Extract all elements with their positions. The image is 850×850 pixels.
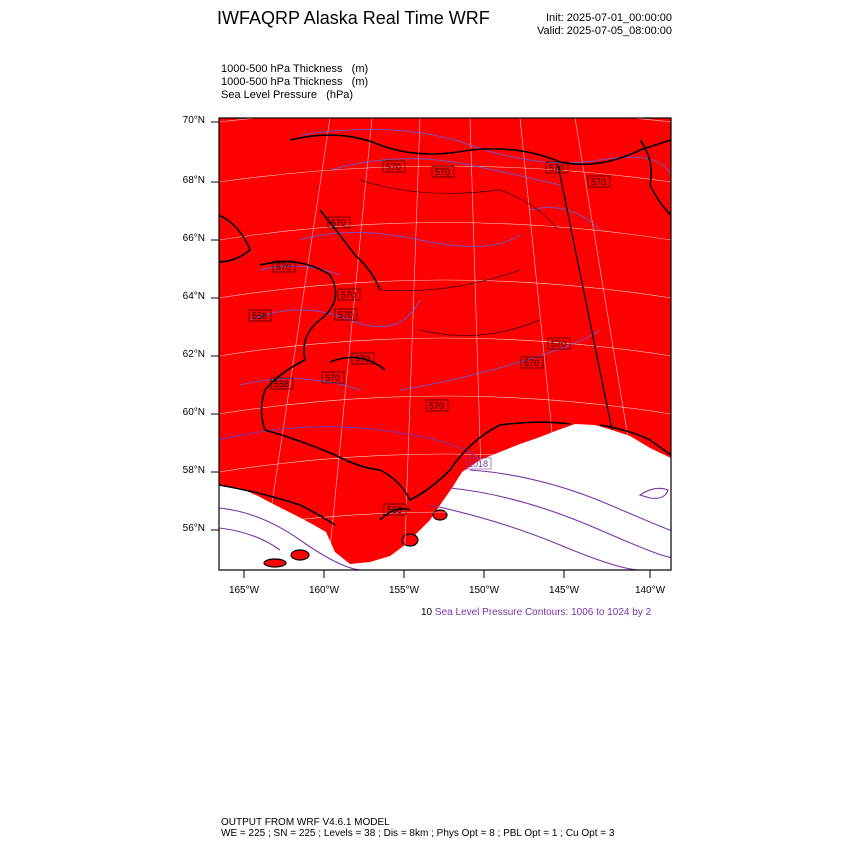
lat-label: 68°N	[182, 175, 205, 186]
svg-text:570: 570	[435, 167, 451, 177]
map-title: IWFAQRP Alaska Real Time WRF	[217, 8, 490, 28]
valid-time: Valid: 2025-07-05_08:00:00	[537, 25, 672, 37]
lon-label: 145°W	[548, 585, 580, 596]
svg-text:570: 570	[549, 163, 565, 173]
field-label: 1000-500 hPa Thickness (m)	[221, 63, 369, 75]
footer-model-line: OUTPUT FROM WRF V4.6.1 MODEL	[221, 817, 390, 828]
island	[264, 559, 286, 567]
lon-label: 140°W	[634, 585, 666, 596]
svg-text:570: 570	[276, 262, 292, 272]
field-label: Sea Level Pressure (hPa)	[221, 89, 354, 101]
model-footer	[221, 817, 614, 839]
svg-text:558: 558	[252, 311, 268, 321]
init-time: Init: 2025-07-01_00:00:00	[546, 12, 672, 24]
svg-text:558: 558	[274, 379, 290, 389]
contour-info	[421, 607, 651, 618]
lon-label: 160°W	[308, 585, 340, 596]
island	[291, 550, 309, 560]
lon-label: 165°W	[228, 585, 260, 596]
svg-text:570: 570	[341, 290, 357, 300]
svg-text:570: 570	[325, 373, 341, 383]
lat-label: 62°N	[182, 349, 205, 360]
lon-label: 155°W	[388, 585, 420, 596]
contour-info-text: Sea Level Pressure Contours: 1006 to 1024 by 2	[434, 607, 652, 618]
lat-label: 56°N	[182, 523, 205, 534]
contour-info-prefix: 10	[421, 607, 433, 618]
field-label: 1000-500 hPa Thickness (m)	[221, 76, 369, 88]
island	[402, 534, 418, 546]
lat-label: 58°N	[182, 465, 205, 476]
lat-label: 70°N	[182, 115, 205, 126]
lat-label: 64°N	[182, 291, 205, 302]
svg-text:570: 570	[355, 354, 371, 364]
lat-label: 66°N	[182, 233, 205, 244]
svg-text:570: 570	[551, 339, 567, 349]
svg-text:570: 570	[331, 218, 347, 228]
svg-text:558: 558	[387, 505, 403, 515]
svg-text:570: 570	[386, 162, 402, 172]
contour-label	[466, 458, 491, 469]
island	[433, 510, 447, 520]
svg-text:570: 570	[338, 310, 354, 320]
svg-text:570: 570	[429, 401, 445, 411]
svg-text:1018: 1018	[468, 459, 489, 469]
lon-label: 150°W	[468, 585, 500, 596]
svg-text:570: 570	[591, 177, 607, 187]
footer-config-line: WE = 225 ; SN = 225 ; Levels = 38 ; Dis = 8km ; Phys Opt = 8 ; PBL Opt = 1 ; Cu Opt = 3	[221, 828, 615, 839]
svg-text:570: 570	[524, 358, 540, 368]
lat-label: 60°N	[182, 407, 205, 418]
